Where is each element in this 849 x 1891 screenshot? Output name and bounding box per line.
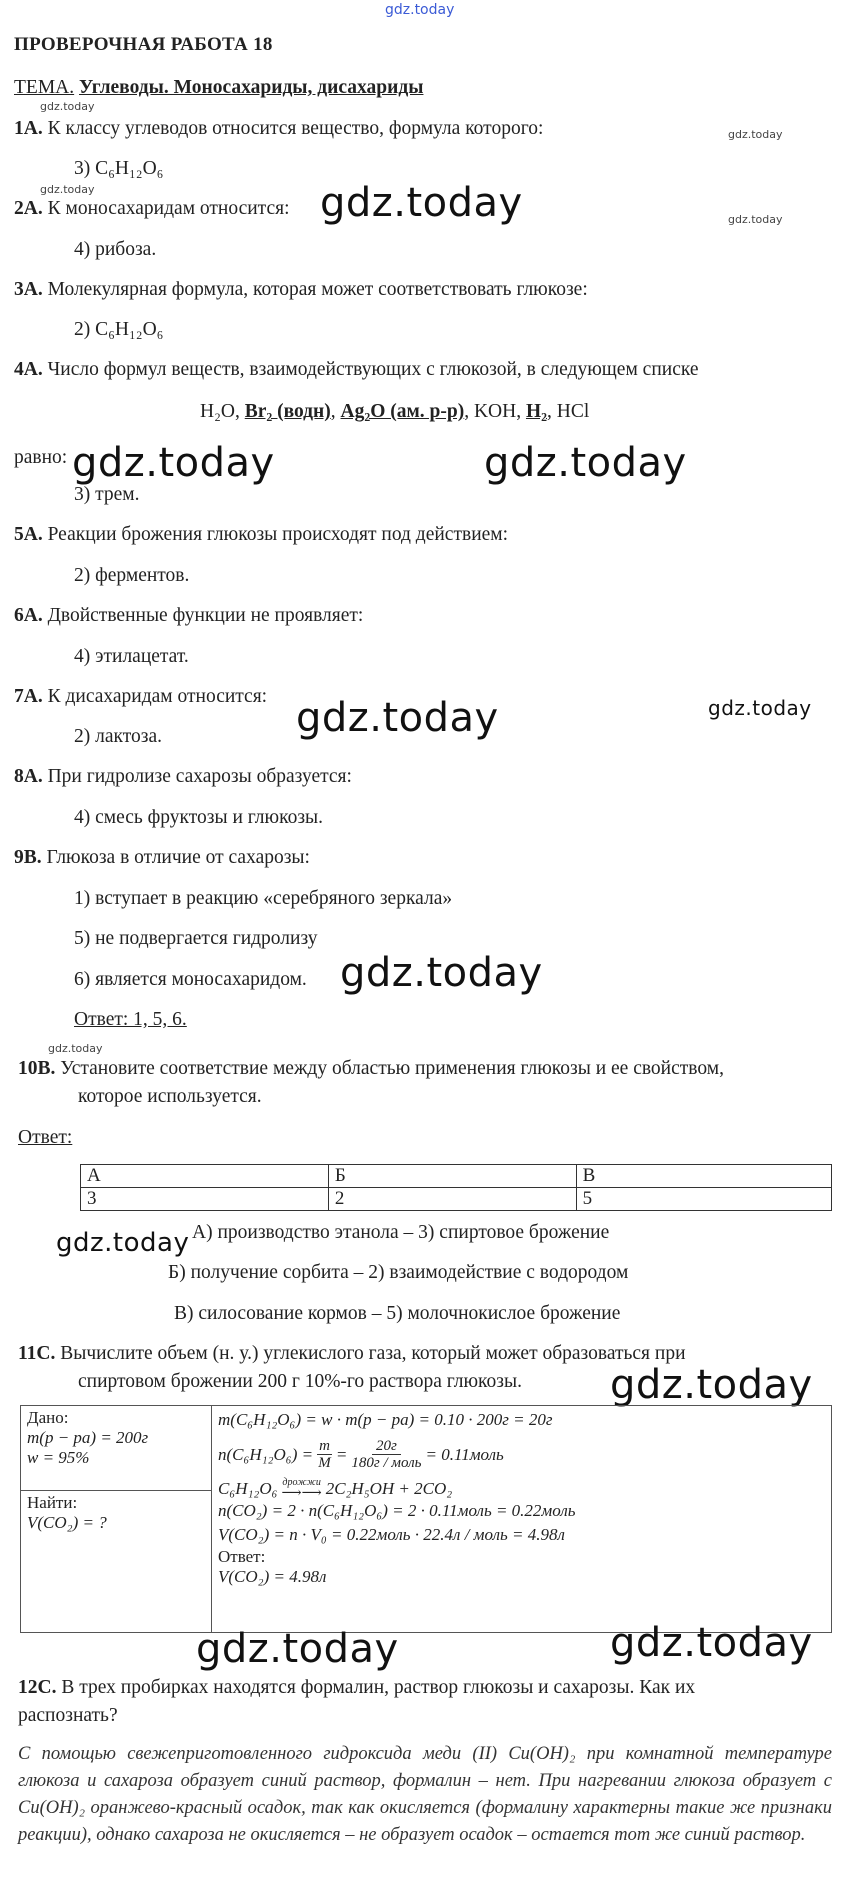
solution-table: [20, 1405, 832, 1633]
solution-step-1: m(C₆H₁₂O₆) = w · m(p − pa) = 0.10 · 200г = 20г: [218, 1410, 553, 1429]
answer-9-3: 6) является моносахаридом.: [74, 969, 307, 990]
question-12: 12С. В трех пробирках находятся формалин, раствор глюкозы и сахарозы. Как их: [18, 1677, 696, 1698]
watermark-small: gdz.today: [728, 128, 783, 141]
watermark-large: gdz.today: [340, 950, 543, 996]
solution-cell: [212, 1406, 832, 1633]
answer-8: 4) смесь фруктозы и глюкозы.: [74, 807, 323, 828]
answer-table: [80, 1164, 832, 1211]
question-10-cont: которое используется.: [78, 1086, 262, 1107]
question-2: 2А. К моносахаридам относится:: [14, 198, 290, 219]
watermark-large: gdz.today: [484, 440, 687, 486]
solution-answer-label: Ответ:: [218, 1547, 266, 1566]
answer-1: 3) C₆H₁₂O₆: [74, 158, 164, 179]
match-line-2: Б) получение сорбита – 2) взаимодействие с водородом: [168, 1262, 629, 1283]
find-label: Найти:: [27, 1493, 78, 1512]
watermark-medium: gdz.today: [56, 1228, 190, 1258]
watermark-large: gdz.today: [610, 1362, 813, 1408]
page-title: ПРОВЕРОЧНАЯ РАБОТА 18: [14, 34, 273, 55]
question-4-tail: равно:: [14, 447, 68, 468]
find-cell: [21, 1491, 212, 1633]
substance-list: H₂O, Br₂ (водн), Ag₂O (ам. р-р), KOH, H₂, HCl: [200, 401, 590, 422]
answer-2: 4) рибоза.: [74, 239, 157, 260]
answer-3: 2) C₆H₁₂O₆: [74, 319, 164, 340]
answer-9-1: 1) вступает в реакцию «серебряного зеркала»: [74, 888, 453, 909]
table-row: [81, 1165, 832, 1188]
watermark-large: gdz.today: [610, 1620, 813, 1666]
find-value: V(CO₂) = ?: [27, 1513, 107, 1532]
question-10: 10В. Установите соответствие между областью применения глюкозы и ее свойством,: [18, 1058, 724, 1079]
given-cell: [21, 1406, 212, 1491]
topic-prefix: ТЕМА.: [14, 77, 75, 98]
question-3: 3А. Молекулярная формула, которая может соответствовать глюкозе:: [14, 279, 588, 300]
question-12-cont: распознать?: [18, 1705, 118, 1726]
answer-6: 4) этилацетат.: [74, 646, 189, 667]
table-header-cell: Б: [328, 1165, 576, 1188]
watermark-large: gdz.today: [196, 1626, 399, 1672]
answer-10-label: Ответ:: [18, 1127, 73, 1148]
solution-step-5: V(CO₂) = n · V₀ = 0.22моль · 22.4л / моль = 4.98л: [218, 1525, 565, 1544]
answer-7: 2) лактоза.: [74, 726, 162, 747]
watermark-small: gdz.today: [40, 100, 95, 113]
watermark-small: gdz.today: [728, 213, 783, 226]
table-row: [21, 1406, 832, 1491]
question-5: 5А. Реакции брожения глюкозы происходят под действием:: [14, 524, 509, 545]
question-8: 8А. При гидролизе сахарозы образуется:: [14, 766, 352, 787]
question-7: 7А. К дисахаридам относится:: [14, 686, 268, 707]
topic-title: Углеводы. Моносахариды, дисахариды: [79, 77, 424, 98]
watermark-large: gdz.today: [296, 695, 499, 741]
match-line-3: В) силосование кормов – 5) молочнокислое брожение: [174, 1303, 621, 1324]
given-label: Дано:: [27, 1408, 69, 1427]
question-9: 9В. Глюкоза в отличие от сахарозы:: [14, 847, 310, 868]
match-line-1: А) производство этанола – 3) спиртовое брожение: [192, 1222, 610, 1243]
watermark-large: gdz.today: [72, 440, 275, 486]
question-11: 11С. Вычислите объем (н. у.) углекислого газа, который может образоваться при: [18, 1343, 686, 1364]
question-4: 4А. Число формул веществ, взаимодействующих с глюкозой, в следующем списке: [14, 359, 699, 380]
given-mass: m(p − pa) = 200г: [27, 1428, 149, 1447]
table-cell: 3: [81, 1188, 329, 1211]
topic-line: [14, 76, 423, 100]
answer-9-2: 5) не подвергается гидролизу: [74, 928, 318, 949]
answer-9-final: Ответ: 1, 5, 6.: [74, 1009, 187, 1030]
table-row: [81, 1188, 832, 1211]
table-cell: 5: [576, 1188, 831, 1211]
watermark-small: gdz.today: [48, 1042, 103, 1055]
answer-12: С помощью свежеприготовленного гидроксида меди (II) Cu(OH)₂ при комнатной температуре глюкоза и сахароза образует синий раствор, формалин – нет. При нагревании глюкоза образует с Cu(OH)₂ оранжево-красный осадок, так как окисляется (формалину характерны такие же признаки реакции), однако сахароза не окисляется – не образует осадок – остается тот же синий раствор.: [18, 1744, 832, 1845]
given-fraction: w = 95%: [27, 1448, 90, 1467]
question-1: 1А. К классу углеводов относится вещество, формула которого:: [14, 118, 544, 139]
watermark-top[interactable]: gdz.today: [385, 2, 455, 18]
solution-step-3: C₆H₁₂O₆ дрожжи ⟶⟶ 2C₂H₅OH + 2CO₂: [218, 1477, 453, 1501]
table-header-cell: А: [81, 1165, 329, 1188]
watermark-large: gdz.today: [320, 180, 523, 226]
question-11-cont: спиртовом брожении 200 г 10%-го раствора глюкозы.: [78, 1371, 522, 1392]
table-cell: 2: [328, 1188, 576, 1211]
solution-answer: V(CO₂) = 4.98л: [218, 1567, 327, 1586]
answer-5: 2) ферментов.: [74, 565, 190, 586]
watermark-small: gdz.today: [40, 183, 95, 196]
question-6: 6А. Двойственные функции не проявляет:: [14, 605, 364, 626]
watermark-medium: gdz.today: [708, 696, 812, 720]
table-header-cell: В: [576, 1165, 831, 1188]
solution-step-4: n(CO₂) = 2 · n(C₆H₁₂O₆) = 2 · 0.11моль = 0.22моль: [218, 1501, 576, 1520]
solution-step-2: n(C₆H₁₂O₆) = $\frac{m}{M}$ = 20г 180г / моль = 0.11моль: [218, 1438, 504, 1471]
answer-4: 3) трем.: [74, 484, 140, 505]
